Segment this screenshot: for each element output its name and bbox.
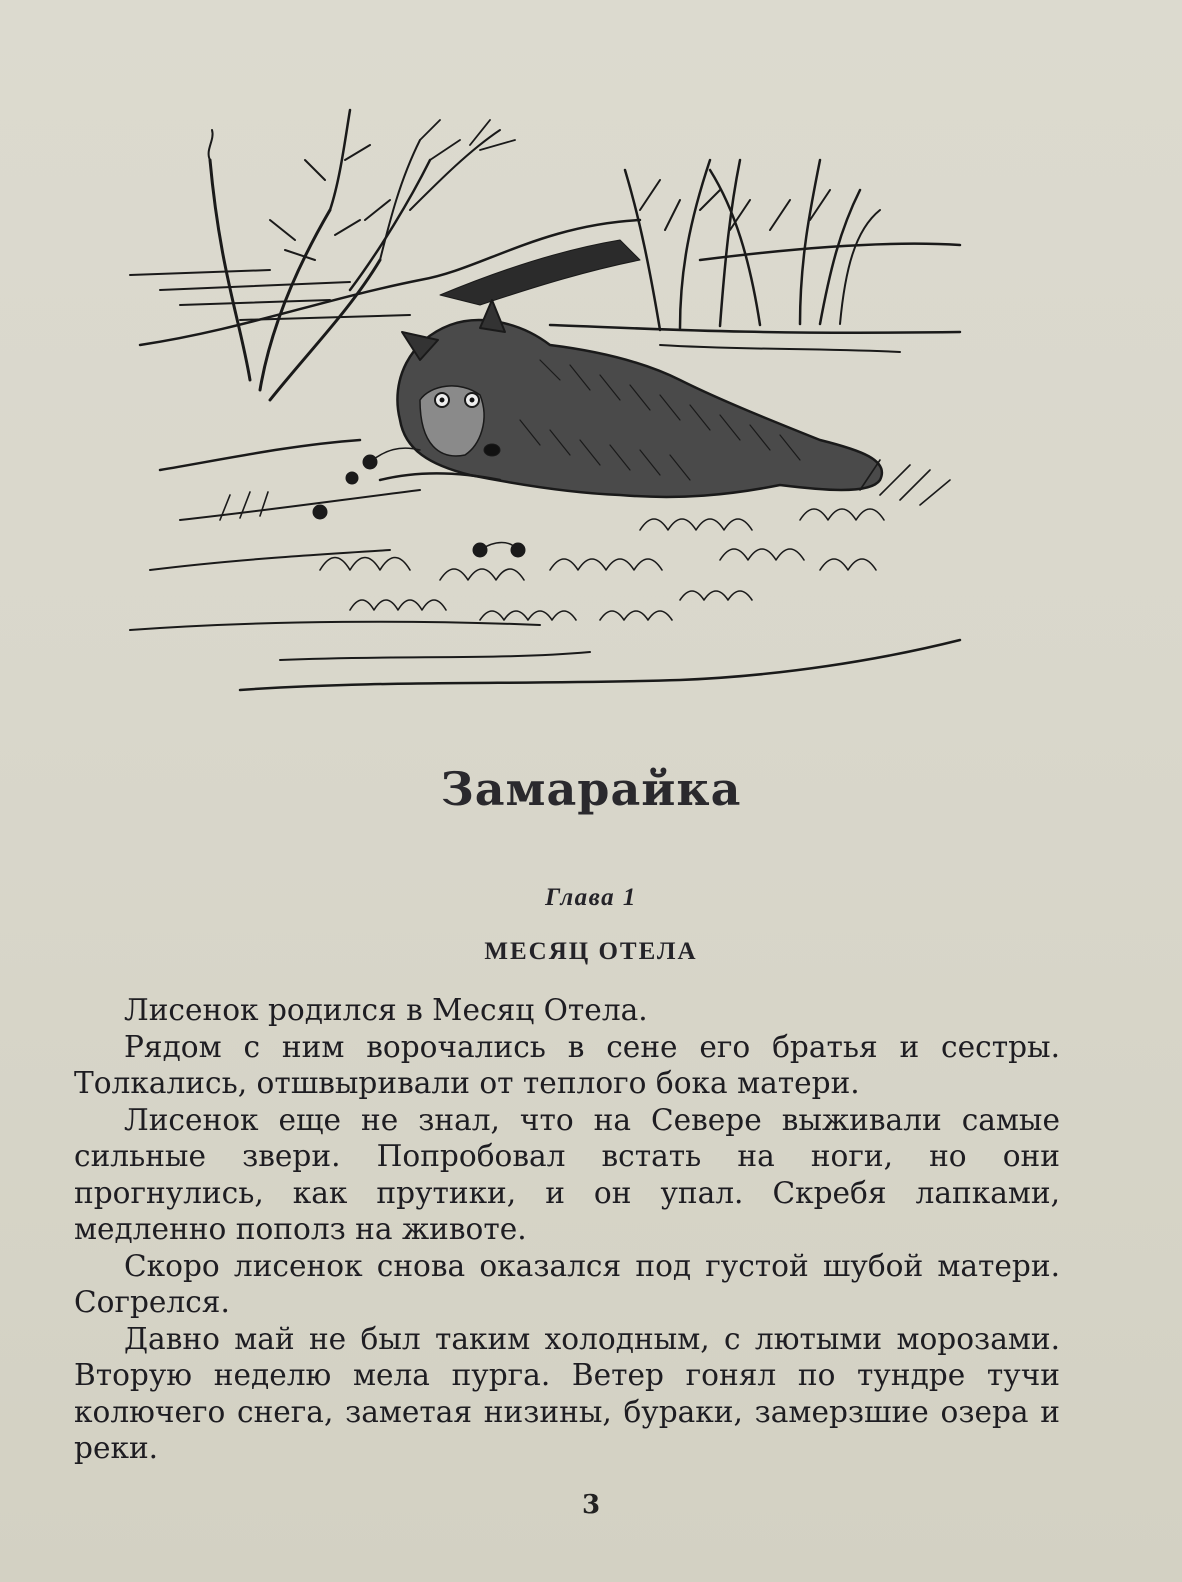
paragraph-5: Давно май не был таким холодным, с лютыми морозами. Вторую неделю мела пурга. Ветер гонял по тундре тучи колючего снега, заметая низины, бураки, замерзшие озера и реки. bbox=[74, 1321, 1060, 1465]
chapter-body bbox=[74, 992, 1060, 1467]
paragraph-1: Лисенок родился в Месяц Отела. bbox=[124, 993, 648, 1027]
chapter-title: МЕСЯЦ ОТЕЛА bbox=[484, 938, 698, 965]
story-title: Замарайка bbox=[440, 762, 742, 816]
paragraph-4: Скоро лисенок снова оказался под густой шубой матери. Согрелся. bbox=[74, 1248, 1060, 1319]
page-number: 3 bbox=[581, 1490, 601, 1520]
paragraph-3: Лисенок еще не знал, что на Севере выживали самые сильные звери. Попробовал встать на ноги, но они прогнулись, как прутики, и он упал. Скребя лапками, медленно пополз на животе. bbox=[74, 1102, 1060, 1246]
fox-cub-illustration bbox=[120, 100, 980, 720]
chapter-number: Глава 1 bbox=[545, 884, 637, 911]
paragraph-2: Рядом с ним ворочались в сене его братья и сестры. Толкались, отшвыривали от теплого бока матери. bbox=[74, 1029, 1060, 1100]
